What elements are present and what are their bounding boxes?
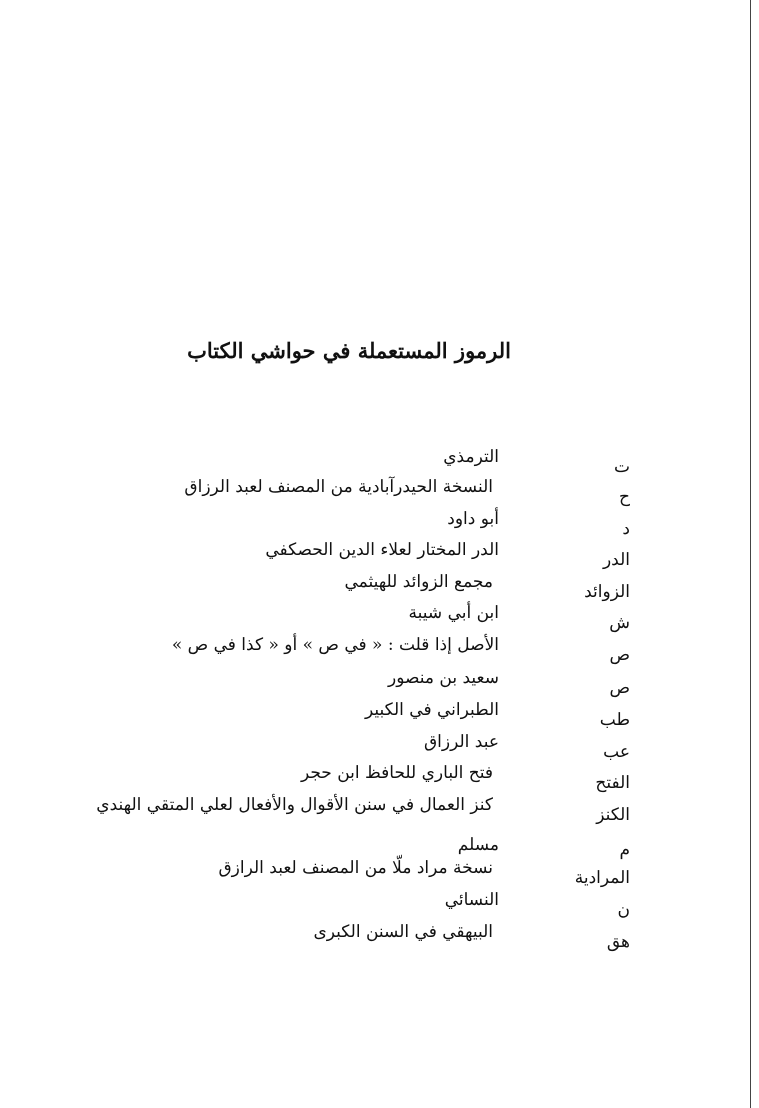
abbreviation-symbol: ح [619, 487, 630, 507]
abbreviation-symbol: م [619, 840, 630, 860]
list-item [0, 540, 759, 570]
abbreviation-symbol: الكنز [596, 805, 630, 825]
abbreviation-symbol: ن [617, 900, 630, 920]
abbreviation-meaning: الدر المختار لعلاء الدين الحصكفي [265, 540, 499, 560]
abbreviation-meaning: النسخة الحيدرآبادية من المصنف لعبد الرزاق [184, 477, 493, 497]
abbreviation-meaning: الترمذي [443, 447, 499, 467]
list-item [0, 830, 759, 860]
abbreviation-symbol: هق [606, 932, 630, 952]
abbreviation-symbol: ص [609, 678, 630, 698]
list-item [0, 509, 759, 539]
abbreviation-meaning: نسخة مراد ملّا من المصنف لعبد الرازق [218, 858, 493, 878]
abbreviation-symbol: طب [599, 710, 630, 730]
list-item [0, 700, 759, 730]
abbreviation-meaning: كنز العمال في سنن الأقوال والأفعال لعلي المتقي الهندي [96, 795, 493, 815]
list-item [0, 572, 759, 602]
list-item [0, 858, 759, 888]
list-item [0, 668, 759, 698]
abbreviation-meaning: ابن أبي شيبة [408, 603, 499, 623]
abbreviation-meaning: فتح الباري للحافظ ابن حجر [300, 763, 493, 783]
abbreviation-meaning: الأصل إذا قلت : « في ص » أو « كذا في ص » [171, 635, 499, 655]
abbreviation-symbol: عب [603, 742, 630, 762]
abbreviation-symbol: ت [613, 457, 630, 477]
list-item [0, 890, 759, 920]
page-title: الرموز المستعملة في حواشي الكتاب [187, 338, 511, 363]
list-item [0, 922, 759, 952]
abbreviation-symbol: المرادية [574, 868, 630, 888]
abbreviation-meaning: سعيد بن منصور [388, 668, 499, 688]
list-item [0, 795, 759, 825]
abbreviation-meaning: مجمع الزوائد للهيثمي [344, 572, 493, 592]
list-item [0, 447, 759, 477]
list-item [0, 763, 759, 793]
abbreviation-symbol: ش [609, 613, 630, 633]
list-item [0, 477, 759, 507]
abbreviation-symbol: الفتح [595, 773, 630, 793]
abbreviation-meaning: البيهقي في السنن الكبرى [313, 922, 493, 942]
abbreviation-symbol: ص [609, 645, 630, 665]
list-item [0, 635, 759, 665]
abbreviation-meaning: أبو داود [447, 509, 499, 529]
abbreviation-meaning: النسائي [444, 890, 499, 910]
list-item [0, 732, 759, 762]
abbreviation-meaning: عبد الرزاق [423, 732, 499, 752]
abbreviation-symbol: د [622, 519, 630, 539]
list-item [0, 603, 759, 633]
abbreviation-symbol: الزوائد [584, 582, 630, 602]
abbreviation-symbol: الدر [602, 550, 630, 570]
abbreviation-meaning: مسلم [457, 835, 499, 855]
abbreviation-meaning: الطبراني في الكبير [364, 700, 499, 720]
